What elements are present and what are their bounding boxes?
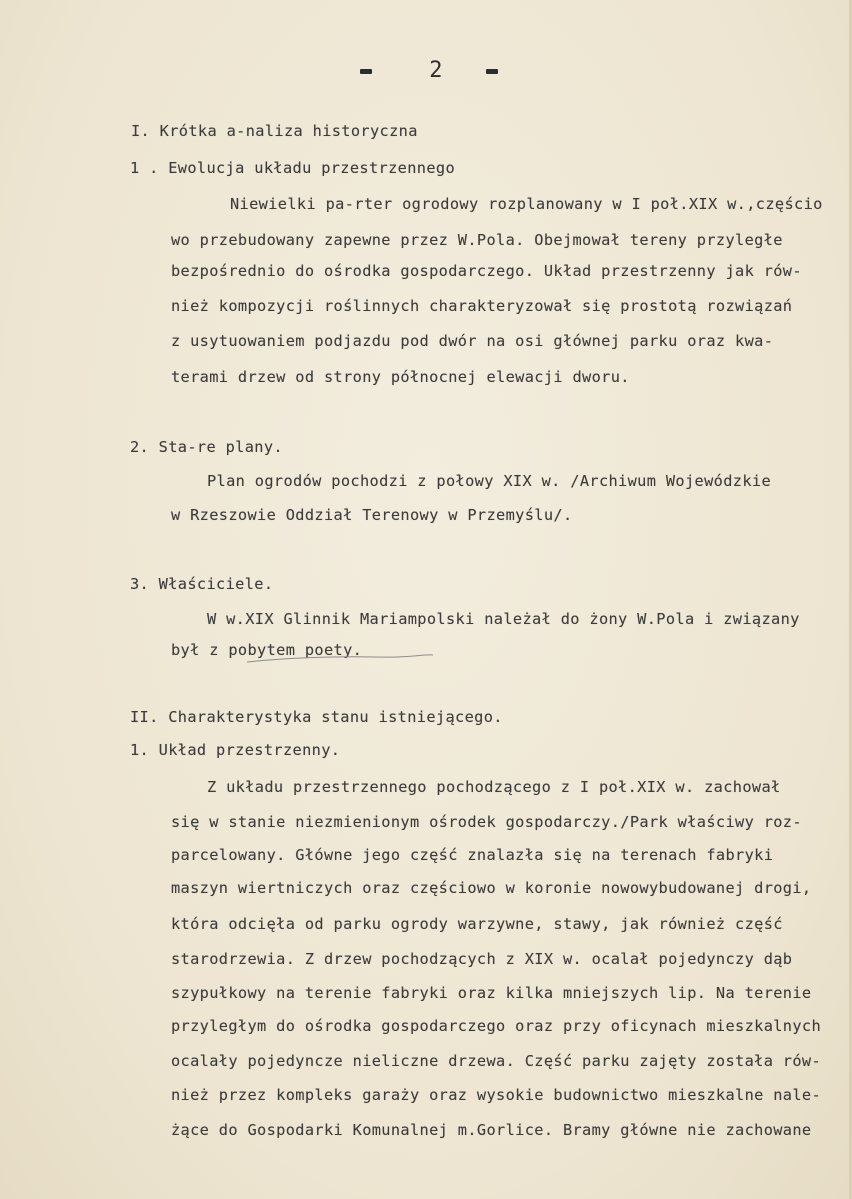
paragraph-line: szypułkowy na terenie fabryki oraz kilka mniejszych lip. Na terenie bbox=[171, 984, 812, 1002]
paragraph-line: nież kompozycji roślinnych charakteryzował się prostotą rozwiązań bbox=[171, 297, 793, 315]
dash-right bbox=[486, 69, 498, 74]
subsection-heading-2: 2. Sta-re plany. bbox=[130, 438, 283, 456]
paragraph-line: Plan ogrodów pochodzi z połowy XIX w. /Archiwum Wojewódzkie bbox=[207, 472, 772, 490]
subsection-heading-2-1: 1. Układ przestrzenny. bbox=[130, 741, 341, 759]
paragraph-line: parcelowany. Główne jego część znalazła się na terenach fabryki bbox=[171, 846, 774, 864]
paragraph-line: bezpośrednio do ośrodka gospodarczego. Układ przestrzenny jak rów- bbox=[171, 262, 802, 280]
page-number-value: 2 bbox=[429, 58, 447, 83]
paragraph-line: żące do Gospodarki Komunalnej m.Gorlice. Bramy główne nie zachowane bbox=[171, 1121, 812, 1139]
paragraph-line: się w stanie niezmienionym ośrodek gospodarczy./Park właściwy roz- bbox=[171, 813, 802, 831]
paragraph-line: która odcięła od parku ogrody warzywne, stawy, jak również część bbox=[171, 915, 783, 933]
paragraph-line: Niewielki pa-rter ogrodowy rozplanowany w I poł.XIX w.,częścio bbox=[230, 195, 823, 213]
subsection-heading-1-1: 1 . Ewolucja układu przestrzennego bbox=[130, 159, 456, 177]
paragraph-line: był z pobytem poety. bbox=[171, 641, 363, 659]
paragraph-line: nież przez kompleks garaży oraz wysokie budownictwo mieszkalne nale- bbox=[171, 1086, 822, 1104]
page-number bbox=[360, 58, 498, 83]
section-heading-1: I. Krótka a-naliza historyczna bbox=[131, 122, 418, 140]
paragraph-line: wo przebudowany zapewne przez W.Pola. Obejmował tereny przyległe bbox=[171, 231, 783, 249]
paragraph-line: maszyn wiertniczych oraz częściowo w koronie nowowybudowanej drogi, bbox=[171, 879, 812, 897]
subsection-heading-3: 3. Właściciele. bbox=[130, 575, 274, 593]
paragraph-line: w Rzeszowie Oddział Terenowy w Przemyślu/. bbox=[171, 506, 573, 524]
pencil-underline bbox=[245, 652, 435, 666]
paragraph-line: Z układu przestrzennego pochodzącego z I poł.XIX w. zachował bbox=[207, 778, 781, 796]
paragraph-line: starodrzewia. Z drzew pochodzących z XIX w. ocalał pojedynczy dąb bbox=[171, 950, 793, 968]
section-heading-2: II. Charakterystyka stanu istniejącego. bbox=[130, 708, 503, 726]
paragraph-line: W w.XIX Glinnik Mariampolski należał do żony W.Pola i związany bbox=[207, 610, 800, 628]
paragraph-line: z usytuowaniem podjazdu pod dwór na osi głównej parku oraz kwa- bbox=[171, 332, 774, 350]
paragraph-line: ocalały pojedyncze nieliczne drzewa. Część parku zajęty została rów- bbox=[171, 1052, 822, 1070]
paragraph-line: przyległym do ośrodka gospodarczego oraz przy oficynach mieszkalnych bbox=[171, 1017, 822, 1035]
paragraph-line: terami drzew od strony północnej elewacji dworu. bbox=[171, 368, 630, 386]
dash-left bbox=[360, 69, 372, 74]
